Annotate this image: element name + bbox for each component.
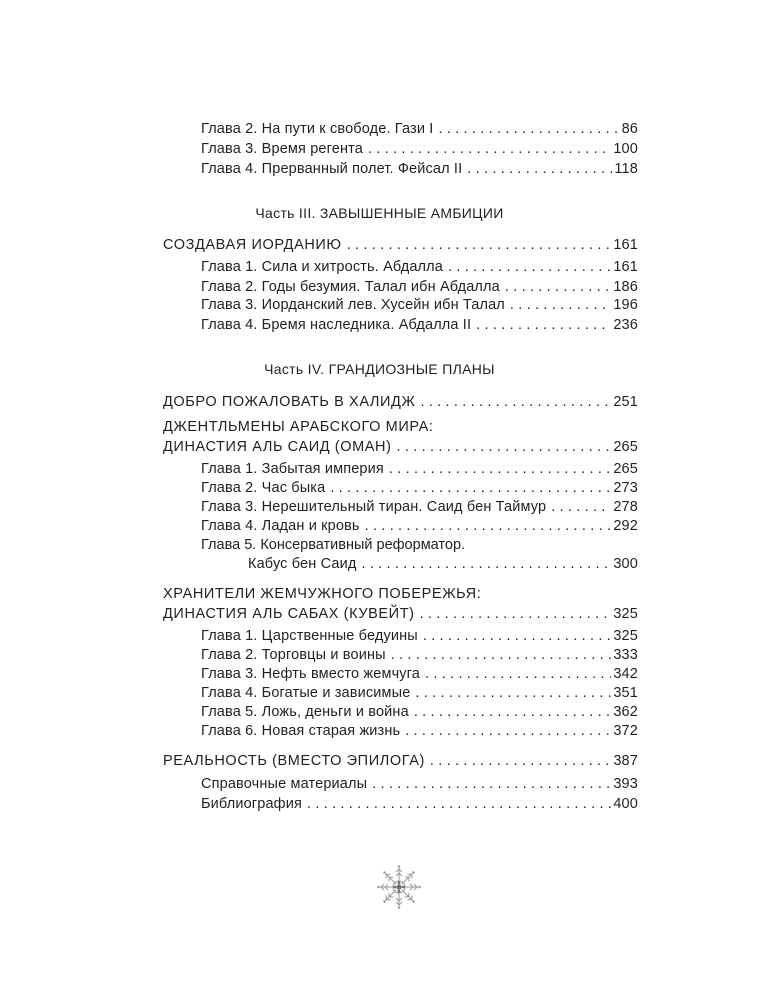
toc-entry-title: Глава 5. Ложь, деньги и война: [201, 704, 409, 720]
toc-section-page: 325: [613, 606, 638, 622]
toc-entry: [201, 665, 638, 684]
leader-dots: [397, 438, 612, 457]
toc-entry-title: Глава 5. Консервативный реформатор.: [201, 537, 466, 553]
toc-entry-page: 292: [613, 518, 638, 534]
part-heading: Часть IV. ГРАНДИОЗНЫЕ ПЛАНЫ: [264, 361, 495, 377]
leader-dots: [368, 140, 611, 159]
leader-dots: [330, 479, 611, 498]
toc-section-page: 251: [613, 394, 638, 410]
toc-section-title: ДЖЕНТЛЬМЕНЫ АРАБСКОГО МИРА:: [163, 419, 434, 435]
leader-dots: [423, 627, 612, 646]
toc-entry-title: Глава 3. Нерешительный тиран. Саид бен Таймур: [201, 499, 547, 515]
leader-dots: [361, 555, 611, 574]
toc-entry-page: 118: [614, 161, 638, 177]
toc-entry: [201, 316, 638, 335]
toc-entry-page: 196: [613, 297, 638, 313]
toc-entry-title: Глава 4. Прерванный полет. Фейсал II: [201, 161, 463, 177]
leader-dots: [307, 795, 611, 814]
toc-entry-page: 372: [613, 723, 638, 739]
toc-entry: [201, 795, 638, 814]
toc-entry-title: Глава 4. Бремя наследника. Абдалла II: [201, 317, 472, 333]
toc-section-page: 265: [613, 439, 638, 455]
toc-entry-page: 362: [613, 704, 638, 720]
part-heading: Часть III. ЗАВЫШЕННЫЕ АМБИЦИИ: [255, 205, 504, 221]
toc-entry-page: 333: [613, 647, 638, 663]
toc-section-title: ДОБРО ПОЖАЛОВАТЬ В ХАЛИДЖ: [163, 394, 416, 410]
toc-entry-page: 300: [613, 556, 638, 572]
toc-entry: [201, 140, 638, 159]
toc-section: [163, 236, 638, 255]
toc-entry-page: 100: [613, 141, 638, 157]
toc-section: [163, 752, 638, 771]
leader-dots: [391, 646, 612, 665]
leader-dots: [405, 722, 611, 741]
toc-entry-page: 86: [621, 121, 638, 137]
toc-entry: [201, 160, 638, 179]
toc-entry: [201, 120, 638, 139]
toc-section: [163, 438, 638, 457]
leader-dots: [510, 296, 611, 315]
toc-entry-title: Библиография: [201, 796, 302, 812]
toc-entry-page: 278: [613, 499, 638, 515]
toc-entry-page: 186: [613, 279, 638, 295]
toc-entry: [201, 684, 638, 703]
toc-entry-title: Глава 1. Сила и хитрость. Абдалла: [201, 259, 443, 275]
toc-section-title: СОЗДАВАЯ ИОРДАНИЮ: [163, 237, 342, 253]
toc-entry-page: 393: [613, 776, 638, 792]
toc-entry: [201, 627, 638, 646]
toc-entry-title: Глава 1. Царственные бедуины: [201, 628, 418, 644]
toc-section-page: 161: [613, 237, 638, 253]
toc-entry-page: 161: [613, 259, 638, 275]
toc-section: [163, 393, 638, 412]
toc-entry-title: Глава 2. На пути к свободе. Гази I: [201, 121, 434, 137]
toc-entry: [201, 498, 638, 517]
toc-entry-title: Глава 3. Иорданский лев. Хусейн ибн Талал: [201, 297, 505, 313]
leader-dots: [420, 605, 612, 624]
leader-dots: [430, 752, 611, 771]
toc-section-page: 387: [613, 753, 638, 769]
snowflake-ornament-icon: [376, 864, 422, 915]
toc-entry: [201, 278, 638, 297]
toc-entry-page: 400: [613, 796, 638, 812]
toc-entry: [201, 517, 638, 536]
toc-section-title: ДИНАСТИЯ АЛЬ САИД (ОМАН): [163, 439, 392, 455]
toc-entry: [201, 703, 638, 722]
leader-dots: [415, 684, 611, 703]
leader-dots: [467, 160, 612, 179]
toc-entry-title: Справочные материалы: [201, 776, 368, 792]
leader-dots: [476, 316, 611, 335]
toc-entry-title: Глава 6. Новая старая жизнь: [201, 723, 401, 739]
toc-entry: [201, 646, 638, 665]
leader-dots: [389, 460, 611, 479]
toc-entry-title: Кабус бен Саид: [248, 556, 357, 572]
leader-dots: [372, 775, 611, 794]
toc-section-title: ДИНАСТИЯ АЛЬ САБАХ (КУВЕЙТ): [163, 606, 415, 622]
leader-dots: [347, 236, 612, 255]
toc-entry: [201, 296, 638, 315]
leader-dots: [414, 703, 612, 722]
toc-entry: [201, 722, 638, 741]
toc-entry: [201, 479, 638, 498]
toc-entry-title: Глава 1. Забытая империя: [201, 461, 384, 477]
leader-dots: [551, 498, 611, 517]
leader-dots: [420, 393, 611, 412]
toc-entry: [248, 555, 638, 574]
toc-entry-title: Глава 4. Ладан и кровь: [201, 518, 360, 534]
toc-entry-page: 342: [613, 666, 638, 682]
toc-entry-page: 351: [613, 685, 638, 701]
toc-entry-page: 236: [613, 317, 638, 333]
toc-entry: [201, 258, 638, 277]
toc-section-title: ХРАНИТЕЛИ ЖЕМЧУЖНОГО ПОБЕРЕЖЬЯ:: [163, 586, 482, 602]
leader-dots: [448, 258, 611, 277]
toc-entry-title: Глава 2. Годы безумия. Талал ибн Абдалла: [201, 279, 500, 295]
toc-entry-page: 325: [613, 628, 638, 644]
leader-dots: [438, 120, 619, 139]
toc-entry: [201, 460, 638, 479]
toc-entry-title: Глава 3. Нефть вместо жемчуга: [201, 666, 421, 682]
toc-entry-page: 273: [613, 480, 638, 496]
leader-dots: [425, 665, 611, 684]
toc-entry-title: Глава 4. Богатые и зависимые: [201, 685, 411, 701]
leader-dots: [505, 278, 611, 297]
toc-section-title: РЕАЛЬНОСТЬ (ВМЕСТО ЭПИЛОГА): [163, 753, 425, 769]
toc-entry-page: 265: [613, 461, 638, 477]
toc-entry: [201, 775, 638, 794]
toc-entry-title: Глава 2. Торговцы и воины: [201, 647, 386, 663]
toc-entry-title: Глава 3. Время регента: [201, 141, 363, 157]
toc-section: [163, 605, 638, 624]
toc-entry-title: Глава 2. Час быка: [201, 480, 326, 496]
leader-dots: [365, 517, 612, 536]
